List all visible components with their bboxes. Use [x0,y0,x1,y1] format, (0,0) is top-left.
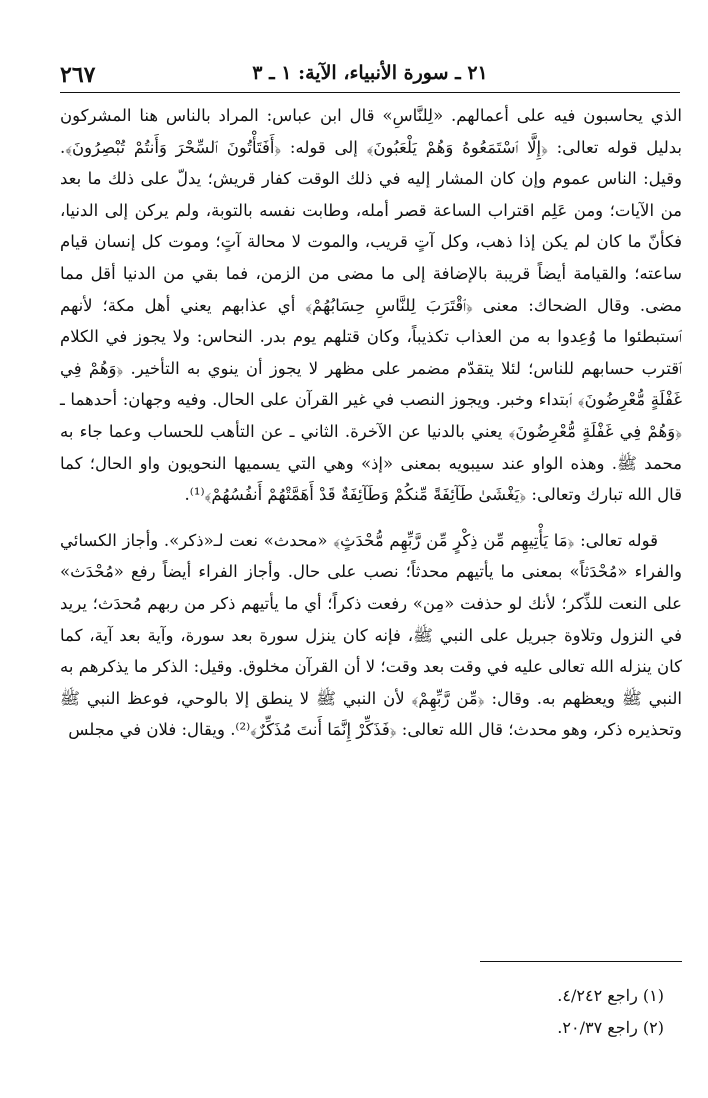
footnote-1: (١) راجع ٤/٢٤٢. [557,986,664,1005]
running-title: ٢١ ـ سورة الأنبياء، الآية: ١ ـ ٣ [252,62,488,84]
page-number: ٢٦٧ [60,62,96,88]
main-text [60,100,682,746]
paragraph-1: الذي يحاسبون فيه على أعمالهم. «لِلنَّاسِ» قال ابن عباس: المراد بالناس هنا المشركون بدليل قوله تعالى: ﴿إِلَّا ٱسْتَمَعُوهُ وَهُمْ يَلْعَبُونَ﴾ إلى قوله: ﴿أَفَتَأْتُونَ ٱلسِّحْرَ وَأَنتُمْ تُبْصِرُونَ﴾. وقيل: الناس عموم وإن كان المشار إليه في ذلك الوقت كفار قريش؛ يدلّ على ذلك ما بعد من الآيات؛ ومن عَلِم اقتراب الساعة قصر أمله، وطابت نفسه بالتوبة، ولم يركن إلى الدنيا، فكأنّ ما كان لم يكن إذا ذهب، وكل آتٍ قريب، والموت لا محالة آتٍ؛ وموت كل إنسان قيام ساعته؛ والقيامة أيضاً قريبة بالإضافة إلى ما مضى من الزمن، فما بقي من الدنيا أقل مما مضى. وقال الضحاك: معنى ﴿ٱقْتَرَبَ لِلنَّاسِ حِسَابُهُمْ﴾ أي عذابهم يعني أهل مكة؛ لأنهم ٱستبطئوا ما وُعِدوا به من العذاب تكذيباً، وكان قتلهم يوم بدر. النحاس: ولا يجوز في الكلام ٱقترب حسابهم للناس؛ لئلا يتقدّم مضمر على مظهر لا يجوز أن ينوي به التأخير. ﴿وَهُمْ فِي غَفْلَةٍ مُّعْرِضُونَ﴾ ٱبتداء وخبر. ويجوز النصب في غير القرآن على الحال. وفيه وجهان: أحدهما ـ ﴿وَهُمْ فِي غَفْلَةٍ مُّعْرِضُونَ﴾ يعني بالدنيا عن الآخرة. الثاني ـ عن التأهب للحساب وعما جاء به محمد ﷺ. وهذه الواو عند سيبويه بمعنى «إذ» وهي التي يسميها النحويون واو الحال؛ كما قال الله تبارك وتعالى: ﴿يَغْشَىٰ طَآئِفَةً مِّنكُمْ وَطَآئِفَةٌ قَدْ أَهَمَّتْهُمْ أَنفُسُهُمْ﴾⁽¹⁾. [60,106,682,505]
footnote-divider [480,961,682,962]
footnote-2: (٢) راجع ٢٠/٣٧. [557,1018,664,1037]
paragraph-2: قوله تعالى: ﴿مَا يَأْتِيهِم مِّن ذِكْرٍ مِّن رَّبِّهِم مُّحْدَثٍ﴾ «محدث» نعت لـ«ذكر». وأجاز الكسائي والفراء «مُحْدَثاً» بمعنى ما يأتيهم محدثاً؛ نصب على حال. وأجاز الفراء أيضاً رفع «مُحْدَث» على النعت للذِّكر؛ لأنك لو حذفت «مِن» رفعت ذكراً؛ أي ما يأتيهم ذكر من ربهم مُحدَث؛ يريد في النزول وتلاوة جبريل على النبي ﷺ، فإنه كان ينزل سورة بعد سورة، وآية بعد آية، كما كان ينزله الله تعالى عليه في وقت بعد وقت؛ لا أن القرآن مخلوق. وقيل: الذكر ما يذكرهم به النبي ﷺ ويعظهم به. وقال: ﴿مِّن رَّبِّهِمْ﴾ لأن النبي ﷺ لا ينطق إلا بالوحي، فوعظ النبي ﷺ وتحذيره ذكر، وهو محدث؛ قال الله تعالى: ﴿فَذَكِّرْ إِنَّمَا أَنتَ مُذَكِّرٌ﴾⁽²⁾. ويقال: فلان في مجلس [60,530,682,740]
footnotes [60,980,682,1044]
page-header [60,58,680,93]
